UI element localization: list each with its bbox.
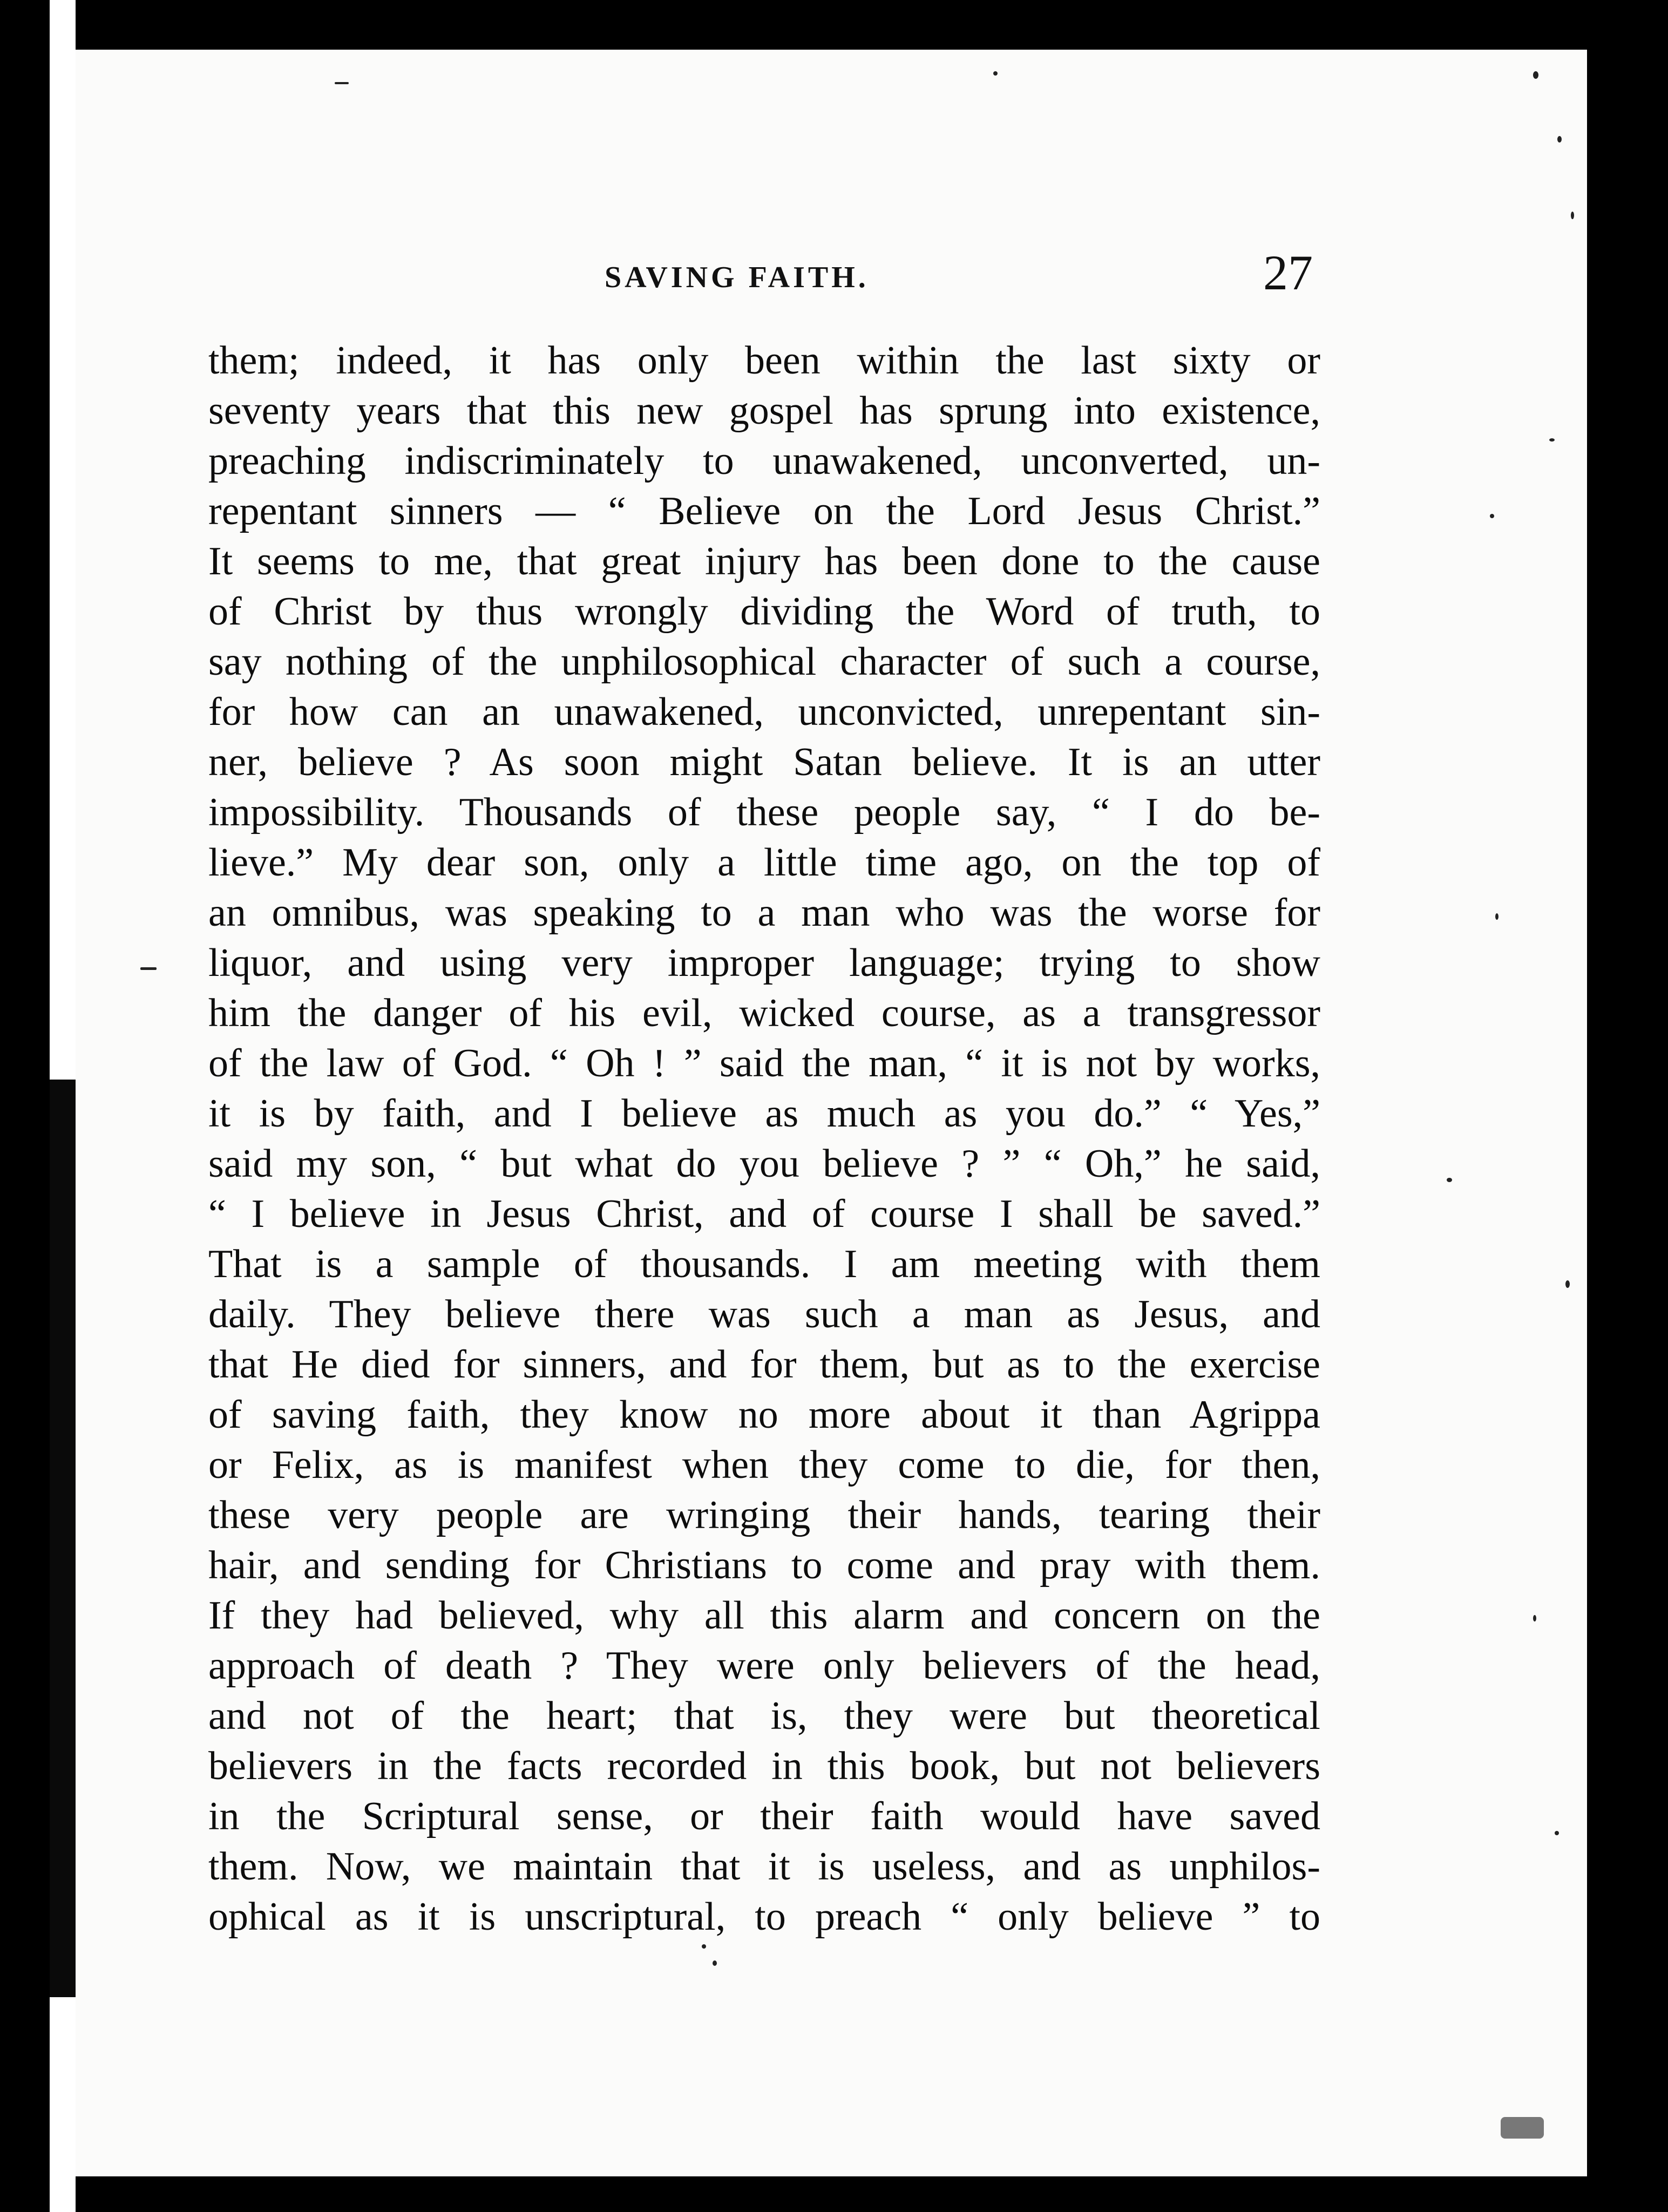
- running-head: SAVING FAITH.: [605, 261, 869, 294]
- scan-speck: [140, 967, 157, 970]
- text-line: It seems to me, that great injury has been done to the cause: [208, 539, 1320, 583]
- scan-speck: [1495, 913, 1499, 920]
- scan-speck: [713, 1960, 717, 1966]
- text-line: ner, believe ? As soon might Satan believe. It is an utter: [208, 740, 1320, 784]
- book-page: [76, 50, 1587, 2176]
- text-line: for how can an unawakened, unconvicted, unrepentant sin-: [208, 690, 1320, 734]
- text-line: daily. They believe there was such a man as Jesus, and: [208, 1292, 1320, 1336]
- scan-speck: [1501, 2117, 1544, 2139]
- text-line: that He died for sinners, and for them, but as to the exercise: [208, 1342, 1320, 1387]
- text-line: lieve.” My dear son, only a little time ago, on the top of: [208, 840, 1320, 885]
- text-line: “ I believe in Jesus Christ, and of course I shall be saved.”: [208, 1192, 1320, 1236]
- page-edge-shadow: [50, 1080, 76, 1997]
- scan-speck: [1533, 71, 1538, 79]
- text-line: impossibility. Thousands of these people say, “ I do be-: [208, 790, 1320, 834]
- scan-speck: [1490, 514, 1494, 518]
- scan-speck: [1533, 1615, 1536, 1621]
- scan-speck: [993, 71, 998, 76]
- text-line: say nothing of the unphilosophical character of such a course,: [208, 640, 1320, 684]
- scan-speck: [702, 1944, 706, 1949]
- scan-speck: [1557, 136, 1562, 143]
- page-header: [76, 206, 1587, 300]
- text-line: repentant sinners — “ Believe on the Lord Jesus Christ.”: [208, 489, 1320, 533]
- text-line: of the law of God. “ Oh ! ” said the man, “ it is not by works,: [208, 1041, 1320, 1085]
- text-line: seventy years that this new gospel has sprung into existence,: [208, 389, 1320, 433]
- text-line: them. Now, we maintain that it is useless, and as unphilos-: [208, 1844, 1320, 1889]
- text-line: it is by faith, and I believe as much as you do.” “ Yes,”: [208, 1091, 1320, 1136]
- text-line: preaching indiscriminately to unawakened, unconverted, un-: [208, 439, 1320, 483]
- text-line: believers in the facts recorded in this book, but not believers: [208, 1744, 1320, 1788]
- text-line: him the danger of his evil, wicked course, as a transgressor: [208, 991, 1320, 1035]
- scan-left-edge: [0, 0, 76, 2212]
- text-line: of saving faith, they know no more about it than Agrippa: [208, 1393, 1320, 1437]
- text-line: and not of the heart; that is, they were but theoretical: [208, 1694, 1320, 1738]
- text-line: ophical as it is unscriptural, to preach “ only believe ” to: [208, 1895, 1320, 1939]
- scan-speck: [1447, 1178, 1452, 1182]
- scan-speck: [1565, 1280, 1570, 1288]
- text-line: of Christ by thus wrongly dividing the Word of truth, to: [208, 589, 1320, 634]
- text-line: these very people are wringing their hands, tearing their: [208, 1493, 1320, 1537]
- scan-speck: [335, 82, 349, 84]
- text-line: them; indeed, it has only been within the last sixty or: [208, 338, 1320, 383]
- scan-speck: [1571, 212, 1574, 219]
- text-line: or Felix, as is manifest when they come to die, for then,: [208, 1443, 1320, 1487]
- text-line: liquor, and using very improper language; trying to show: [208, 941, 1320, 985]
- scan-speck: [1549, 438, 1555, 442]
- text-line: If they had believed, why all this alarm and concern on the: [208, 1593, 1320, 1638]
- page-number: 27: [1263, 245, 1313, 300]
- scan-speck: [1555, 1831, 1559, 1835]
- text-line: That is a sample of thousands. I am meeting with them: [208, 1242, 1320, 1286]
- text-line: hair, and sending for Christians to come and pray with them.: [208, 1543, 1320, 1587]
- text-line: approach of death ? They were only believers of the head,: [208, 1644, 1320, 1688]
- body-text: [208, 336, 1320, 1942]
- text-line: in the Scriptural sense, or their faith would have saved: [208, 1794, 1320, 1838]
- text-line: said my son, “ but what do you believe ? ” “ Oh,” he said,: [208, 1142, 1320, 1186]
- text-line: an omnibus, was speaking to a man who was the worse for: [208, 891, 1320, 935]
